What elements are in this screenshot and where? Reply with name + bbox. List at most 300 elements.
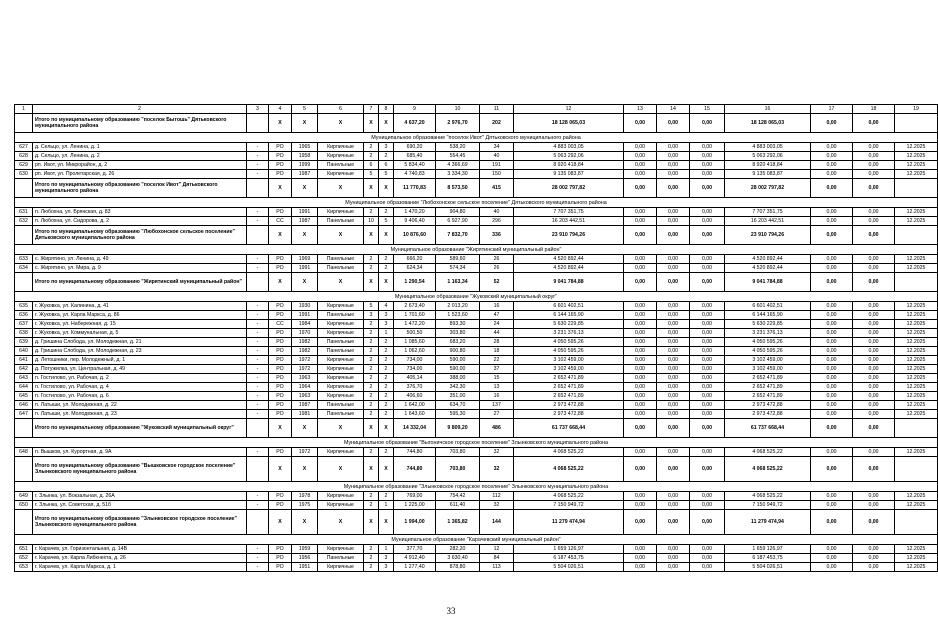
table-cell: 2 013,20 (436, 302, 480, 311)
table-cell: 1969 (292, 255, 318, 264)
table-cell: 4 740,83 (394, 170, 436, 179)
table-cell: 0,00 (624, 392, 657, 401)
table-cell: 634 (15, 264, 33, 273)
table-cell: 12.2025 (895, 383, 938, 392)
table-cell: 4 050 595,26 (514, 338, 624, 347)
table-cell: 0,00 (853, 356, 895, 365)
table-cell: РО (269, 338, 292, 347)
table-cell: - (247, 302, 269, 311)
table-cell: 1987 (292, 170, 318, 179)
table-cell: 0,00 (624, 311, 657, 320)
table-cell: 4 520 892,44 (514, 264, 624, 273)
table-cell: 2 (364, 410, 379, 419)
table-cell: 5 063 292,06 (725, 152, 811, 161)
table-cell: 40 (480, 152, 514, 161)
table-cell: 0,00 (853, 383, 895, 392)
table-cell: 2 (379, 392, 394, 401)
register-body (15, 105, 938, 572)
table-cell: - (247, 338, 269, 347)
table-cell: 627 (15, 143, 33, 152)
table-cell: 18 (480, 347, 514, 356)
table-cell: 2 652 471,89 (725, 374, 811, 383)
table-cell: 9 406,40 (394, 217, 436, 226)
table-cell: 5 063 292,06 (514, 152, 624, 161)
address-cell: г. Злынка, ул. Советская, д. 51б (33, 501, 247, 510)
table-cell: Кирпичные (318, 501, 364, 510)
table-cell: 0,00 (624, 338, 657, 347)
table-cell: 1 643,60 (394, 410, 436, 419)
total-label-cell: Итого по муниципальному образованию "Жирятинский муниципальный район" (33, 273, 247, 292)
table-cell: 2 (379, 338, 394, 347)
table-cell: 1 085,60 (394, 338, 436, 347)
table-cell: 12.2025 (895, 208, 938, 217)
table-cell: 61 737 668,44 (514, 419, 624, 438)
table-cell: 0,00 (853, 365, 895, 374)
table-cell: Кирпичные (318, 383, 364, 392)
table-cell: 0,00 (624, 273, 657, 292)
table-cell: 1964 (292, 383, 318, 392)
table-cell: X (318, 457, 364, 482)
table-row (15, 329, 938, 338)
table-cell: 0,00 (657, 545, 690, 554)
table-cell: 1981 (292, 410, 318, 419)
table-cell: 900,80 (436, 347, 480, 356)
table-cell: 6 144 165,90 (725, 311, 811, 320)
table-cell: 637 (15, 320, 33, 329)
table-cell: РО (269, 311, 292, 320)
register-table (14, 104, 938, 572)
table-cell: 0,00 (690, 392, 725, 401)
table-cell: 0,00 (690, 217, 725, 226)
total-label-cell: Итого по муниципальному образованию "поселок Бытошь" Дятьковского муниципального района (33, 114, 247, 133)
table-row (15, 501, 938, 510)
table-cell: 7 707 351,75 (514, 208, 624, 217)
table-cell: 0,00 (811, 392, 853, 401)
table-cell: 12.2025 (895, 392, 938, 401)
table-cell: 653 (15, 563, 33, 572)
table-cell: 0,00 (811, 401, 853, 410)
table-cell: 12.2025 (895, 170, 938, 179)
table-cell: РО (269, 374, 292, 383)
table-cell: 1991 (292, 311, 318, 320)
table-cell: X (269, 510, 292, 535)
table-cell: X (364, 510, 379, 535)
table-cell: 12.2025 (895, 492, 938, 501)
address-cell: г. Карачев, ул. Карла Либкнехта, д. 26 (33, 554, 247, 563)
table-cell: 0,00 (853, 410, 895, 419)
section-header-row (15, 133, 938, 143)
table-cell: 0,00 (657, 208, 690, 217)
table-cell: 754,42 (436, 492, 480, 501)
column-number: 2 (33, 105, 247, 114)
table-cell: - (247, 311, 269, 320)
table-cell: 630 (15, 170, 33, 179)
address-cell: п. Латыши, ул. Молодежная, д. 22 (33, 401, 247, 410)
table-cell: 1987 (292, 401, 318, 410)
table-cell: 376,70 (394, 383, 436, 392)
address-cell: д. Потужилка, ул. Центральная, д. 49 (33, 365, 247, 374)
table-cell: 0,00 (690, 302, 725, 311)
table-cell (15, 179, 33, 198)
table-cell: 9 135 083,87 (725, 170, 811, 179)
table-cell: 0,00 (690, 419, 725, 438)
table-cell: 1 523,60 (436, 311, 480, 320)
table-cell: 0,00 (811, 273, 853, 292)
table-cell: 1991 (292, 208, 318, 217)
table-cell: 647 (15, 410, 33, 419)
table-cell: 0,00 (624, 302, 657, 311)
address-cell: п. Гостилово, ул. Рабочая, д. 2 (33, 374, 247, 383)
table-cell: 0,00 (657, 392, 690, 401)
section-header-row (15, 245, 938, 255)
table-cell: 16 203 442,51 (725, 217, 811, 226)
table-row (15, 383, 938, 392)
table-cell: 0,00 (657, 152, 690, 161)
address-cell: п. Гостилово, ул. Рабочая, д. 6 (33, 392, 247, 401)
table-cell: 7 707 351,75 (725, 208, 811, 217)
table-cell: 144 (480, 510, 514, 535)
table-cell: 26 (480, 264, 514, 273)
table-cell: X (292, 273, 318, 292)
table-cell: 0,00 (853, 457, 895, 482)
table-cell: - (247, 392, 269, 401)
section-header-row (15, 535, 938, 545)
table-cell: РО (269, 255, 292, 264)
table-cell: 0,00 (690, 401, 725, 410)
table-cell: 683,20 (436, 338, 480, 347)
table-cell: 0,00 (624, 374, 657, 383)
table-cell: 0,00 (624, 161, 657, 170)
table-cell: Кирпичные (318, 392, 364, 401)
table-cell: 14 332,04 (394, 419, 436, 438)
table-cell: 0,00 (690, 170, 725, 179)
table-cell: 0,00 (811, 347, 853, 356)
table-cell: 5 (364, 170, 379, 179)
table-cell: 648 (15, 448, 33, 457)
table-cell: 3 334,30 (436, 170, 480, 179)
table-cell: 12.2025 (895, 347, 938, 356)
table-cell: 590,00 (436, 356, 480, 365)
table-cell: 2 973 472,88 (725, 410, 811, 419)
table-cell: Кирпичные (318, 143, 364, 152)
table-cell: 15 (480, 374, 514, 383)
table-cell: 12.2025 (895, 410, 938, 419)
table-cell: 0,00 (811, 329, 853, 338)
table-cell: 0,00 (811, 501, 853, 510)
table-cell: 0,00 (624, 264, 657, 273)
table-cell: 0,00 (811, 264, 853, 273)
table-cell: 629 (15, 161, 33, 170)
table-cell: 0,00 (624, 143, 657, 152)
table-cell: 2 (364, 329, 379, 338)
table-cell: - (247, 501, 269, 510)
table-cell: 16 203 442,51 (514, 217, 624, 226)
table-cell: 649 (15, 492, 33, 501)
total-label-cell: Итого по муниципальному образованию "Вышковское городское поселение" Злынковского муниципального района (33, 457, 247, 482)
table-cell: 4 068 525,22 (514, 492, 624, 501)
table-cell: РО (269, 383, 292, 392)
table-cell: 2 652 471,89 (514, 383, 624, 392)
address-cell: г. Жуковка, ул. Коммунальная, д. 5 (33, 329, 247, 338)
table-cell: 1987 (292, 217, 318, 226)
table-cell (15, 510, 33, 535)
table-cell: 18 128 065,03 (725, 114, 811, 133)
table-cell: 0,00 (690, 554, 725, 563)
column-number: 13 (624, 105, 657, 114)
table-cell: Кирпичные (318, 152, 364, 161)
table-cell: 2 (379, 448, 394, 457)
address-cell: с. Жирятино, ул. Ленина, д. 49 (33, 255, 247, 264)
table-cell: 0,00 (657, 510, 690, 535)
address-cell: с. Жирятино, ул. Мира, д. 9 (33, 264, 247, 273)
table-cell: 2 (379, 410, 394, 419)
table-cell: 734,00 (394, 365, 436, 374)
table-row (15, 311, 938, 320)
table-cell: РО (269, 401, 292, 410)
table-cell: 635 (15, 302, 33, 311)
table-cell: 1970 (292, 329, 318, 338)
table-cell (15, 419, 33, 438)
table-cell: 0,00 (811, 554, 853, 563)
table-cell: 16 (480, 392, 514, 401)
table-cell: 9 041 784,88 (725, 273, 811, 292)
table-cell: 2 (379, 383, 394, 392)
table-cell: 595,30 (436, 410, 480, 419)
table-cell: 6 187 453,75 (514, 554, 624, 563)
table-cell: 0,00 (657, 501, 690, 510)
table-cell: 0,00 (624, 401, 657, 410)
page-number: 33 (446, 606, 456, 616)
table-cell: 342,30 (436, 383, 480, 392)
table-cell (247, 510, 269, 535)
table-cell: 2 (364, 563, 379, 572)
table-cell: X (269, 114, 292, 133)
table-cell: 4 050 595,26 (725, 338, 811, 347)
table-cell: 628 (15, 152, 33, 161)
address-cell: п. Любохна, ул. Брянская, д. 83 (33, 208, 247, 217)
table-cell: X (318, 226, 364, 245)
table-cell: 0,00 (624, 510, 657, 535)
table-cell: 0,00 (690, 152, 725, 161)
table-cell: - (247, 170, 269, 179)
table-cell: РО (269, 492, 292, 501)
table-row (15, 448, 938, 457)
table-cell: 5 834,40 (394, 161, 436, 170)
table-cell: - (247, 448, 269, 457)
section-title: Муниципальное образование "Карачевский муниципальный район" (15, 535, 938, 545)
table-cell: 0,00 (657, 383, 690, 392)
table-cell: 642 (15, 365, 33, 374)
table-cell: 40 (480, 208, 514, 217)
table-cell: 0,00 (624, 563, 657, 572)
table-cell: 0,00 (690, 448, 725, 457)
table-cell: Кирпичные (318, 356, 364, 365)
table-cell: 3 102 459,00 (514, 356, 624, 365)
table-cell: 11 770,83 (394, 179, 436, 198)
table-cell: 590,00 (436, 365, 480, 374)
table-cell: 0,00 (853, 273, 895, 292)
table-cell: 4 068 525,22 (725, 457, 811, 482)
table-cell: 0,00 (657, 563, 690, 572)
table-cell: 641 (15, 356, 33, 365)
table-cell: 0,00 (657, 401, 690, 410)
table-cell: 0,00 (657, 554, 690, 563)
table-cell: Кирпичные (318, 563, 364, 572)
total-row (15, 457, 938, 482)
table-cell: X (379, 114, 394, 133)
table-cell: 624,34 (394, 264, 436, 273)
column-number: 11 (480, 105, 514, 114)
table-cell: 22 (480, 356, 514, 365)
table-cell: 336 (480, 226, 514, 245)
table-cell: 744,80 (394, 457, 436, 482)
table-cell: 685,40 (394, 152, 436, 161)
table-cell: 2 (364, 338, 379, 347)
table-cell: 0,00 (690, 563, 725, 572)
section-title: Муниципальное образование "Выгоничское городское поселение" Злынковского муниципального района (15, 438, 938, 448)
table-cell: 1 (379, 329, 394, 338)
table-cell: 2 673,40 (394, 302, 436, 311)
table-cell: 12.2025 (895, 448, 938, 457)
table-cell: 12.2025 (895, 356, 938, 365)
table-cell (895, 457, 938, 482)
table-cell: 12.2025 (895, 264, 938, 273)
column-number: 12 (514, 105, 624, 114)
table-cell: 3 (379, 320, 394, 329)
table-cell: РО (269, 143, 292, 152)
table-cell: 0,00 (657, 179, 690, 198)
table-cell: 1991 (292, 264, 318, 273)
table-cell: 47 (480, 311, 514, 320)
table-cell: X (364, 179, 379, 198)
table-cell: 0,00 (657, 143, 690, 152)
table-cell: 7 832,70 (436, 226, 480, 245)
table-cell: 1 470,20 (394, 208, 436, 217)
table-cell: - (247, 401, 269, 410)
table-cell: 4 068 525,22 (725, 492, 811, 501)
table-cell: X (269, 226, 292, 245)
table-cell: 2 (364, 365, 379, 374)
table-row (15, 302, 938, 311)
table-cell: 0,00 (811, 510, 853, 535)
table-cell: 1 994,00 (394, 510, 436, 535)
table-cell: 9 809,20 (436, 419, 480, 438)
table-cell: 0,00 (811, 114, 853, 133)
table-cell: 0,00 (657, 226, 690, 245)
table-row (15, 410, 938, 419)
table-cell: 3 (379, 311, 394, 320)
column-number: 19 (895, 105, 938, 114)
table-cell: 13 (480, 383, 514, 392)
table-cell: 0,00 (853, 501, 895, 510)
table-cell: 4 068 525,22 (514, 448, 624, 457)
table-cell (895, 179, 938, 198)
table-cell: 0,00 (624, 320, 657, 329)
table-cell: РО (269, 329, 292, 338)
table-cell: 2 652 471,89 (514, 392, 624, 401)
table-cell: 554,45 (436, 152, 480, 161)
table-cell: 0,00 (657, 457, 690, 482)
table-cell: 0,00 (811, 143, 853, 152)
table-cell: 4 883 003,05 (725, 143, 811, 152)
table-cell: X (318, 419, 364, 438)
table-cell: 0,00 (657, 273, 690, 292)
table-cell: 650 (15, 501, 33, 510)
table-row (15, 392, 938, 401)
table-cell: 0,00 (690, 501, 725, 510)
table-cell: РО (269, 563, 292, 572)
column-number: 4 (269, 105, 292, 114)
table-cell: X (318, 273, 364, 292)
table-cell: 6 (364, 161, 379, 170)
table-cell: 0,00 (624, 226, 657, 245)
table-cell: 690,20 (394, 143, 436, 152)
table-cell: - (247, 356, 269, 365)
table-cell: 2 652 471,89 (725, 383, 811, 392)
table-cell: 2 973 472,88 (514, 401, 624, 410)
table-cell: Панельные (318, 401, 364, 410)
table-cell: 28 002 797,82 (514, 179, 624, 198)
table-cell: Панельные (318, 410, 364, 419)
table-cell: 0,00 (657, 448, 690, 457)
table-cell: 2 (364, 392, 379, 401)
table-cell: 645 (15, 392, 33, 401)
table-cell: 3 231 376,13 (725, 329, 811, 338)
total-label-cell: Итого по муниципальному образованию "Любохонское сельское поселение" Дятьковского муниципального района (33, 226, 247, 245)
table-cell: 6 144 165,90 (514, 311, 624, 320)
address-cell: п. Латыши, ул. Молодежная, д. 23 (33, 410, 247, 419)
table-row (15, 208, 938, 217)
table-cell: 589,60 (436, 255, 480, 264)
section-header-row (15, 198, 938, 208)
table-cell: - (247, 374, 269, 383)
table-cell: РО (269, 170, 292, 179)
table-cell: 0,00 (624, 365, 657, 374)
table-row (15, 170, 938, 179)
table-cell: 1 365,82 (436, 510, 480, 535)
table-cell: 0,00 (690, 338, 725, 347)
table-cell: - (247, 383, 269, 392)
table-cell: 12.2025 (895, 545, 938, 554)
section-header-row (15, 482, 938, 492)
table-cell: X (269, 457, 292, 482)
table-cell: 2 (364, 347, 379, 356)
table-cell: 2 (364, 320, 379, 329)
table-cell: 636 (15, 311, 33, 320)
table-cell: 0,00 (690, 320, 725, 329)
table-cell (895, 419, 938, 438)
table-cell: 12.2025 (895, 563, 938, 572)
table-cell: 0,00 (853, 161, 895, 170)
table-cell: - (247, 554, 269, 563)
table-cell: 28 002 797,82 (725, 179, 811, 198)
table-cell: 12.2025 (895, 161, 938, 170)
table-cell: РО (269, 264, 292, 273)
address-cell: п. Вышков, ул. Курортная, д. 9А (33, 448, 247, 457)
table-cell: РО (269, 501, 292, 510)
table-cell: 734,00 (394, 356, 436, 365)
table-cell: 12.2025 (895, 365, 938, 374)
table-cell: 0,00 (811, 457, 853, 482)
table-cell: X (379, 510, 394, 535)
table-cell: 0,00 (657, 255, 690, 264)
table-cell: 2 (364, 356, 379, 365)
table-cell: 0,00 (657, 419, 690, 438)
table-cell: 0,00 (657, 492, 690, 501)
table-cell: 0,00 (811, 419, 853, 438)
table-cell: 0,00 (624, 179, 657, 198)
column-number: 8 (379, 105, 394, 114)
